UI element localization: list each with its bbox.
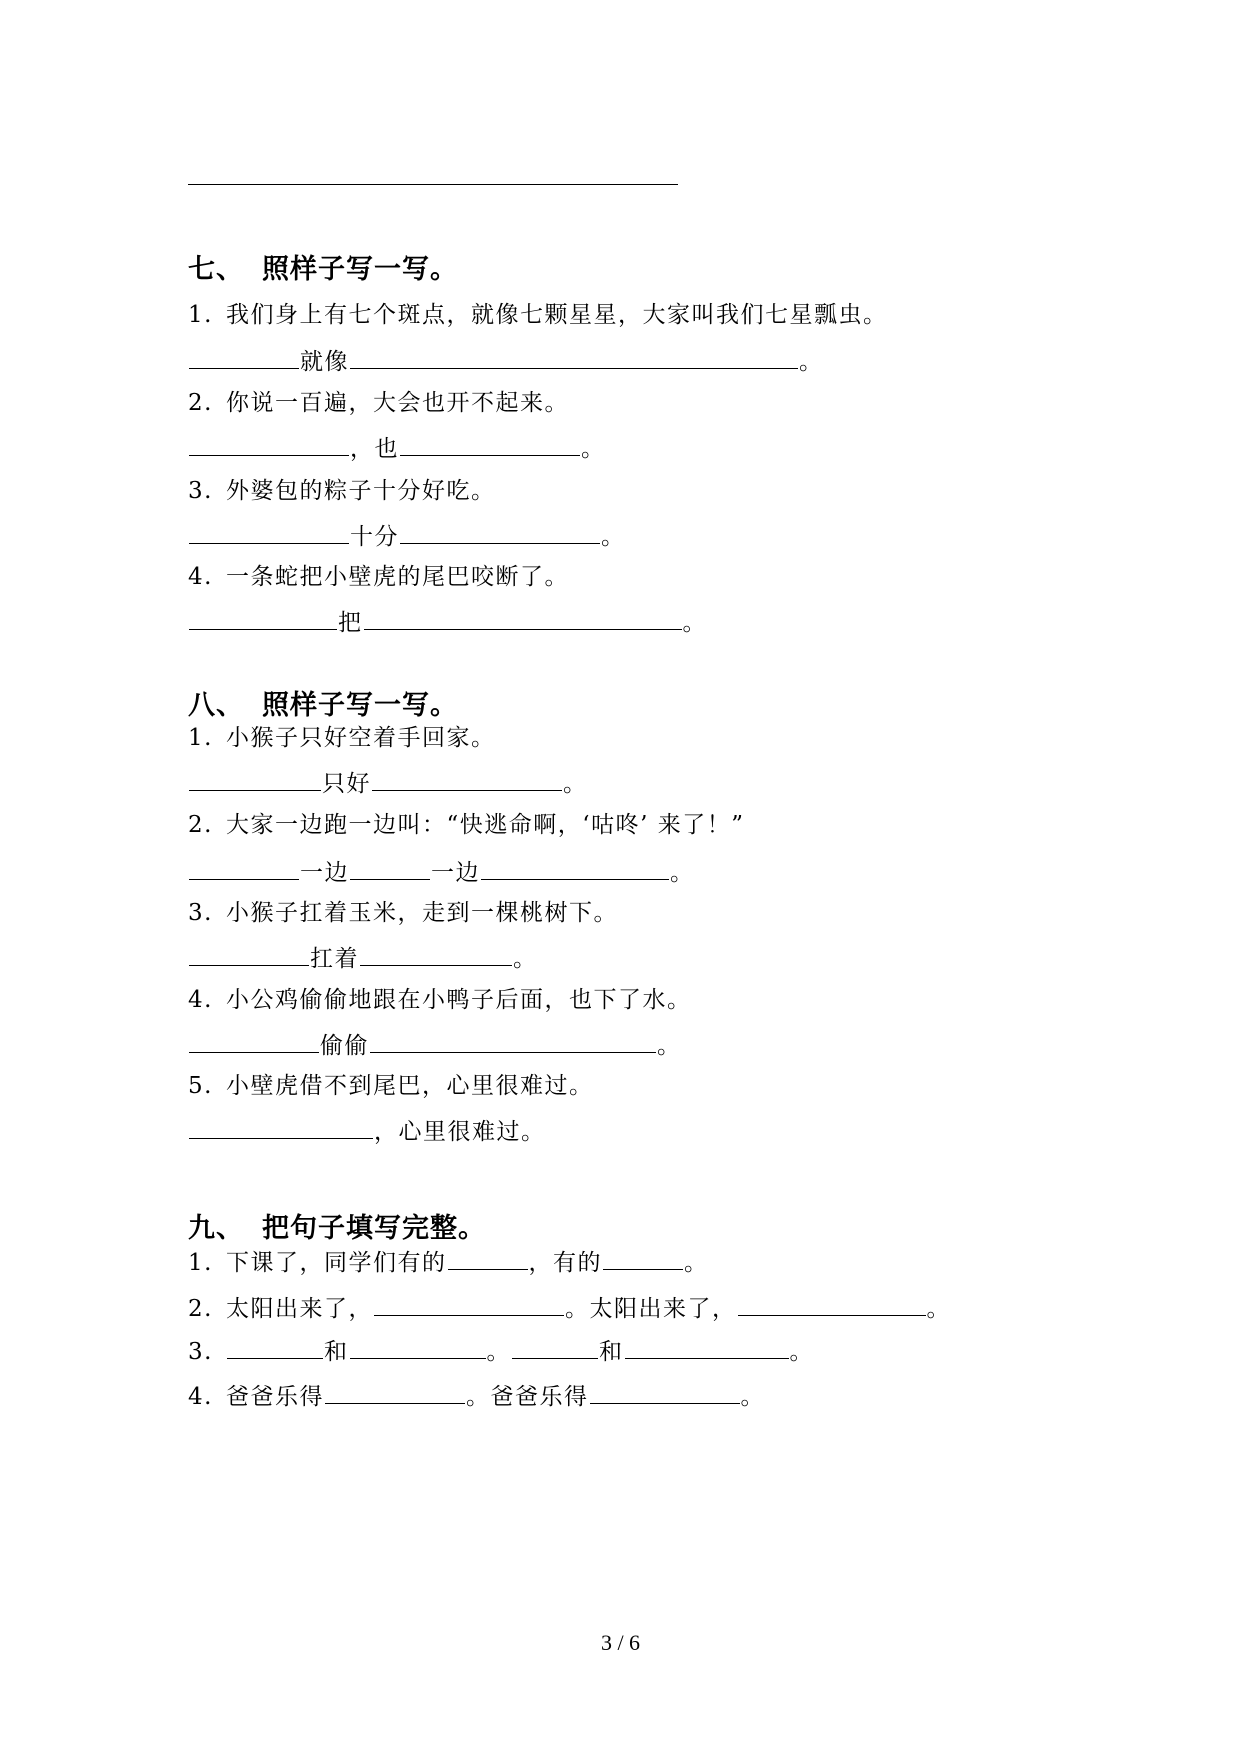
answer-fixed-text: 。 <box>601 524 626 550</box>
sentence-fragment: 。爸爸乐得 <box>466 1384 589 1410</box>
section-heading <box>188 1206 486 1245</box>
answer-blank[interactable] <box>350 346 798 369</box>
answer-fixed-text: 一边 <box>300 860 349 886</box>
sentence-fragment: 下课了，同学们有的 <box>226 1250 447 1276</box>
answer-fixed-text: 。 <box>657 1033 682 1059</box>
question-line <box>188 388 569 418</box>
answer-line <box>188 607 707 638</box>
answer-blank[interactable] <box>189 857 299 880</box>
sentence-fragment: 。 <box>486 1339 511 1365</box>
fill-blank[interactable] <box>448 1247 528 1270</box>
question-index: 1. <box>188 302 213 328</box>
question-line <box>188 1247 709 1278</box>
answer-blank[interactable] <box>481 857 669 880</box>
sentence-fragment: 太阳出来了， <box>226 1296 373 1322</box>
section-number: 八、 <box>188 690 244 721</box>
sentence-fragment: 和 <box>599 1339 624 1365</box>
question-line <box>188 723 496 753</box>
answer-blank[interactable] <box>350 857 430 880</box>
answer-blank[interactable] <box>189 607 337 630</box>
question-index: 2. <box>188 812 213 838</box>
answer-fixed-text: 。 <box>799 349 824 375</box>
example-sentence: 一条蛇把小壁虎的尾巴咬断了。 <box>226 564 569 590</box>
sentence-fragment: 。 <box>740 1384 765 1410</box>
answer-blank[interactable] <box>400 521 600 544</box>
section-title: 照样子写一写。 <box>262 254 458 285</box>
answer-line <box>188 521 626 552</box>
example-sentence: 我们身上有七个斑点，就像七颗星星，大家叫我们七星瓢虫。 <box>226 302 888 328</box>
sentence-fragment: 。太阳出来了， <box>565 1296 737 1322</box>
question-index: 5. <box>188 1073 213 1099</box>
answer-line <box>188 433 606 464</box>
fill-blank[interactable] <box>325 1381 465 1404</box>
answer-line <box>188 857 695 888</box>
section-number: 九、 <box>188 1213 244 1244</box>
sentence-fragment: 。 <box>789 1339 814 1365</box>
fill-blank[interactable] <box>374 1293 564 1316</box>
answer-blank[interactable] <box>372 768 562 791</box>
question-index: 2. <box>188 390 213 416</box>
answer-fixed-text: 。 <box>581 436 606 462</box>
answer-fixed-text: ，心里很难过。 <box>374 1119 546 1145</box>
answer-line-top <box>188 184 678 185</box>
question-index: 4. <box>188 987 213 1013</box>
answer-fixed-text: 一边 <box>431 860 480 886</box>
fill-blank[interactable] <box>738 1293 926 1316</box>
question-line <box>188 1071 594 1101</box>
fill-blank[interactable] <box>512 1336 598 1359</box>
question-line <box>188 1381 765 1412</box>
question-index: 1. <box>188 1250 213 1276</box>
question-index: 3. <box>188 900 213 926</box>
example-sentence: 你说一百遍，大会也开不起来。 <box>226 390 569 416</box>
sentence-fragment: 和 <box>324 1339 349 1365</box>
sentence-fragment: 。 <box>684 1250 709 1276</box>
example-sentence: 小猴子只好空着手回家。 <box>226 725 496 751</box>
answer-fixed-text: 。 <box>513 946 538 972</box>
answer-blank[interactable] <box>189 1116 373 1139</box>
question-line <box>188 562 569 592</box>
question-line <box>188 1293 951 1324</box>
example-sentence: 小壁虎借不到尾巴，心里很难过。 <box>226 1073 594 1099</box>
section-heading <box>188 247 458 286</box>
fill-blank[interactable] <box>603 1247 683 1270</box>
question-line <box>188 300 888 330</box>
fill-blank[interactable] <box>227 1336 323 1359</box>
answer-fixed-text: 就像 <box>300 349 349 375</box>
answer-blank[interactable] <box>189 943 309 966</box>
question-index: 4. <box>188 564 213 590</box>
example-sentence: 小公鸡偷偷地跟在小鸭子后面，也下了水。 <box>226 987 692 1013</box>
question-index: 2. <box>188 1296 213 1322</box>
answer-line <box>188 1030 682 1061</box>
answer-fixed-text: 。 <box>563 771 588 797</box>
question-line <box>188 476 496 506</box>
answer-fixed-text: 只好 <box>322 771 371 797</box>
answer-blank[interactable] <box>360 943 512 966</box>
answer-fixed-text: 把 <box>338 610 363 636</box>
answer-blank[interactable] <box>364 607 682 630</box>
question-line <box>188 1336 814 1367</box>
section-title: 把句子填写完整。 <box>262 1213 486 1244</box>
sentence-fragment: 爸爸乐得 <box>226 1384 324 1410</box>
answer-fixed-text: 。 <box>670 860 695 886</box>
fill-blank[interactable] <box>590 1381 740 1404</box>
sentence-fragment: ，有的 <box>528 1250 602 1276</box>
question-index: 4. <box>188 1384 213 1410</box>
question-line <box>188 898 618 928</box>
answer-blank[interactable] <box>400 433 580 456</box>
answer-fixed-text: 十分 <box>350 524 399 550</box>
fill-blank[interactable] <box>625 1336 789 1359</box>
question-index: 3. <box>188 1339 213 1365</box>
answer-line <box>188 943 538 974</box>
example-sentence: 外婆包的粽子十分好吃。 <box>226 478 496 504</box>
answer-line <box>188 1116 546 1147</box>
answer-blank[interactable] <box>189 1030 319 1053</box>
section-number: 七、 <box>188 254 244 285</box>
question-line <box>188 810 744 840</box>
answer-blank[interactable] <box>370 1030 656 1053</box>
answer-fixed-text: 扛着 <box>310 946 359 972</box>
answer-fixed-text: ，也 <box>350 436 399 462</box>
page-number: 3 / 6 <box>600 1630 641 1655</box>
sentence-fragment: 。 <box>926 1296 951 1322</box>
example-sentence: 大家一边跑一边叫：“快逃命啊，‘咕咚’ 来了！” <box>226 812 745 838</box>
answer-line <box>188 346 824 377</box>
fill-blank[interactable] <box>350 1336 486 1359</box>
answer-fixed-text: 。 <box>682 610 707 636</box>
section-heading <box>188 683 458 722</box>
answer-line <box>188 768 588 799</box>
answer-fixed-text: 偷偷 <box>320 1033 369 1059</box>
answer-blank[interactable] <box>189 521 349 544</box>
question-index: 3. <box>188 478 213 504</box>
section-title: 照样子写一写。 <box>262 690 458 721</box>
question-line <box>188 985 692 1015</box>
answer-blank[interactable] <box>189 433 349 456</box>
answer-blank[interactable] <box>189 768 321 791</box>
answer-blank[interactable] <box>189 346 299 369</box>
example-sentence: 小猴子扛着玉米，走到一棵桃树下。 <box>226 900 618 926</box>
question-index: 1. <box>188 725 213 751</box>
